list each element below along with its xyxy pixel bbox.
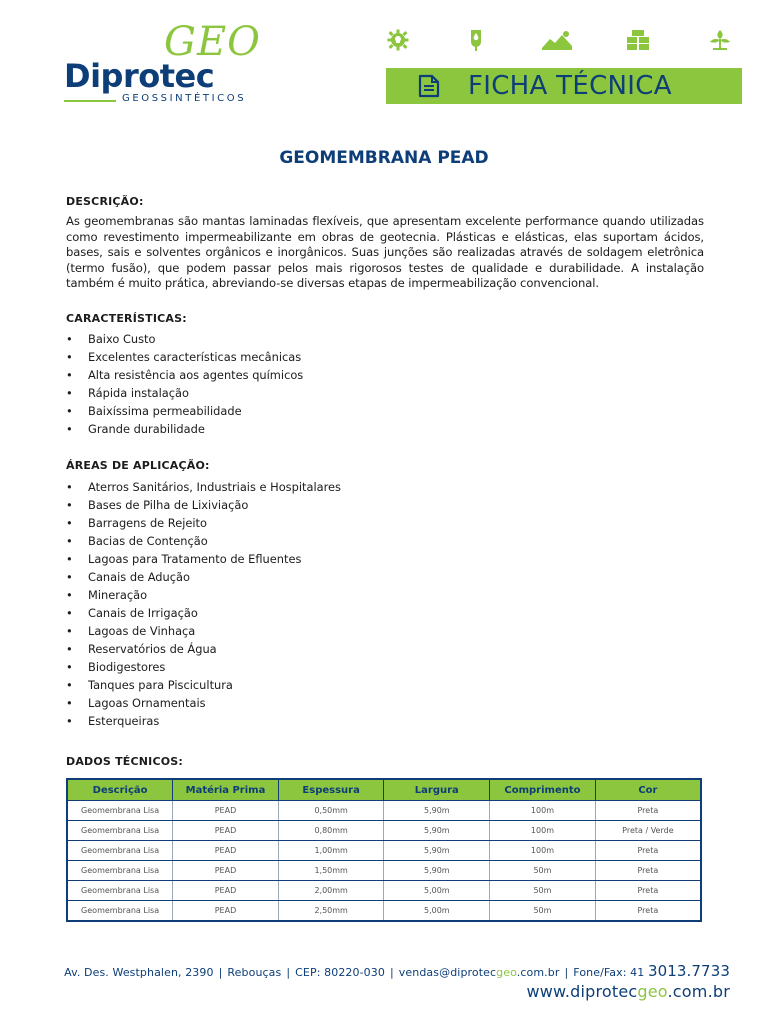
list-item: • Tanques para Piscicultura — [66, 678, 233, 692]
logo-brand-name: Diprotec — [64, 57, 215, 95]
section-heading-descricao: DESCRIÇÃO: — [66, 195, 144, 208]
separator: | — [218, 966, 223, 979]
table-cell: 50m — [490, 901, 596, 922]
list-item: • Rápida instalação — [66, 386, 189, 400]
table-cell: Geomembrana Lisa — [67, 841, 173, 861]
list-item: • Biodigestores — [66, 660, 166, 674]
gear-bulb-icon — [386, 28, 410, 52]
list-item: • Barragens de Rejeito — [66, 516, 207, 530]
table-cell: 5,90m — [384, 861, 490, 881]
table-row — [67, 901, 701, 922]
brand-logo — [64, 19, 264, 108]
logo-geo-text: GEO — [164, 19, 261, 65]
table-cell: Preta / Verde — [595, 821, 701, 841]
separator: | — [286, 966, 291, 979]
website-link[interactable]: www.diprotecgeo.com.br — [526, 982, 730, 1001]
table-cell: 0,50mm — [278, 801, 384, 821]
bullet: • — [66, 570, 73, 584]
table-cell: Geomembrana Lisa — [67, 801, 173, 821]
column-header: Matéria Prima — [173, 779, 279, 801]
ficha-tecnica-banner — [386, 68, 742, 104]
bullet: • — [66, 606, 73, 620]
bullet: • — [66, 714, 73, 728]
table-row — [67, 861, 701, 881]
table-cell: Preta — [595, 901, 701, 922]
list-item: • Baixo Custo — [66, 332, 156, 346]
table-cell: Geomembrana Lisa — [67, 881, 173, 901]
caracteristicas-list — [66, 330, 303, 438]
phone-number: 3013.7733 — [647, 962, 730, 980]
table-row — [67, 821, 701, 841]
plant-icon — [708, 28, 732, 52]
table-cell: 5,90m — [384, 801, 490, 821]
table-row — [67, 841, 701, 861]
table-cell: 5,00m — [384, 901, 490, 922]
bullet: • — [66, 552, 73, 566]
bullet: • — [66, 386, 73, 400]
blocks-icon — [626, 28, 650, 52]
phone-label: Fone/Fax: 41 — [573, 966, 645, 979]
bullet: • — [66, 516, 73, 530]
list-item: • Lagoas Ornamentais — [66, 696, 206, 710]
table-cell: 2,50mm — [278, 901, 384, 922]
table-cell: 1,00mm — [278, 841, 384, 861]
column-header: Largura — [384, 779, 490, 801]
email-link[interactable]: vendas@diprotecgeo.com.br — [398, 966, 560, 979]
table-row — [67, 801, 701, 821]
table-cell: Preta — [595, 801, 701, 821]
table-cell: Preta — [595, 841, 701, 861]
section-heading-aplicacao: ÁREAS DE APLICAÇÃO: — [66, 459, 210, 472]
table-cell: PEAD — [173, 821, 279, 841]
bullet: • — [66, 534, 73, 548]
bullet: • — [66, 696, 73, 710]
table-cell: PEAD — [173, 881, 279, 901]
list-item: • Lagoas para Tratamento de Efluentes — [66, 552, 302, 566]
table-cell: 100m — [490, 821, 596, 841]
table-cell: Preta — [595, 881, 701, 901]
aplicacao-list — [66, 478, 341, 730]
column-header: Descrição — [67, 779, 173, 801]
separator: | — [389, 966, 394, 979]
column-header: Espessura — [278, 779, 384, 801]
bullet: • — [66, 624, 73, 638]
table-cell: PEAD — [173, 901, 279, 922]
description-text: As geomembranas são mantas laminadas flexíveis, que apresentam excelente performance quando utilizadas como revestimento impermeabilizante em obras de geotecnia. Plásticas e elásticas, elas suportam ácidos, bases, sais e solventes orgânicos e inorgânicos. Suas junções são realizadas através de soldagem eletrônica (termo fusão), que podem passar pelos mais rigorosos testes de qualidade e durabilidade. A instalação também é muito prática, abreviando-se diversas etapas de impermeabilização convencional. — [66, 214, 704, 291]
list-item: • Esterqueiras — [66, 714, 160, 728]
list-item: • Grande durabilidade — [66, 422, 205, 436]
section-heading-dados: DADOS TÉCNICOS: — [66, 755, 184, 768]
technical-data-table — [66, 778, 702, 922]
bullet: • — [66, 588, 73, 602]
header-icons — [386, 28, 742, 52]
table-header-row — [67, 779, 701, 801]
terrain-icon — [542, 28, 572, 52]
table-cell: 100m — [490, 801, 596, 821]
drop-tower-icon — [464, 28, 488, 52]
list-item: • Aterros Sanitários, Industriais e Hospitalares — [66, 480, 341, 494]
list-item: • Alta resistência aos agentes químicos — [66, 368, 304, 382]
address-cep: CEP: 80220-030 — [295, 966, 385, 979]
bullet: • — [66, 332, 73, 346]
table-cell: 5,00m — [384, 881, 490, 901]
list-item: • Canais de Adução — [66, 570, 190, 584]
bullet: • — [66, 404, 73, 418]
table-cell: Geomembrana Lisa — [67, 901, 173, 922]
table-cell: Preta — [595, 861, 701, 881]
logo-divider — [64, 100, 116, 102]
table-cell: Geomembrana Lisa — [67, 861, 173, 881]
list-item: • Mineração — [66, 588, 148, 602]
bullet: • — [66, 642, 73, 656]
bullet: • — [66, 498, 73, 512]
table-cell: PEAD — [173, 841, 279, 861]
table-cell: PEAD — [173, 801, 279, 821]
list-item: • Baixíssima permeabilidade — [66, 404, 242, 418]
banner-title: FICHA TÉCNICA — [468, 71, 672, 101]
table-cell: 50m — [490, 861, 596, 881]
address-street: Av. Des. Westphalen, 2390 — [64, 966, 214, 979]
list-item: • Bacias de Contenção — [66, 534, 208, 548]
list-item: • Bases de Pilha de Lixiviação — [66, 498, 249, 512]
section-heading-caracteristicas: CARACTERÍSTICAS: — [66, 312, 187, 325]
table-cell: 0,80mm — [278, 821, 384, 841]
bullet: • — [66, 660, 73, 674]
logo-tagline: GEOSSINTÉTICOS — [122, 93, 247, 104]
bullet: • — [66, 368, 73, 382]
table-cell: 100m — [490, 841, 596, 861]
bullet: • — [66, 350, 73, 364]
column-header: Cor — [595, 779, 701, 801]
table-cell: 2,00mm — [278, 881, 384, 901]
table-cell: 1,50mm — [278, 861, 384, 881]
list-item: • Canais de Irrigação — [66, 606, 198, 620]
bullet: • — [66, 422, 73, 436]
separator: | — [564, 966, 569, 979]
table-cell: 50m — [490, 881, 596, 901]
column-header: Comprimento — [490, 779, 596, 801]
footer-address — [0, 962, 730, 980]
list-item: • Excelentes características mecânicas — [66, 350, 302, 364]
page-title: GEOMEMBRANA PEAD — [279, 148, 489, 168]
table-cell: 5,90m — [384, 841, 490, 861]
bullet: • — [66, 678, 73, 692]
table-cell: PEAD — [173, 861, 279, 881]
table-cell: Geomembrana Lisa — [67, 821, 173, 841]
list-item: • Reservatórios de Água — [66, 642, 217, 656]
table-cell: 5,90m — [384, 821, 490, 841]
document-icon — [418, 74, 440, 98]
bullet: • — [66, 480, 73, 494]
list-item: • Lagoas de Vinhaça — [66, 624, 196, 638]
address-district: Rebouças — [227, 966, 282, 979]
table-row — [67, 881, 701, 901]
